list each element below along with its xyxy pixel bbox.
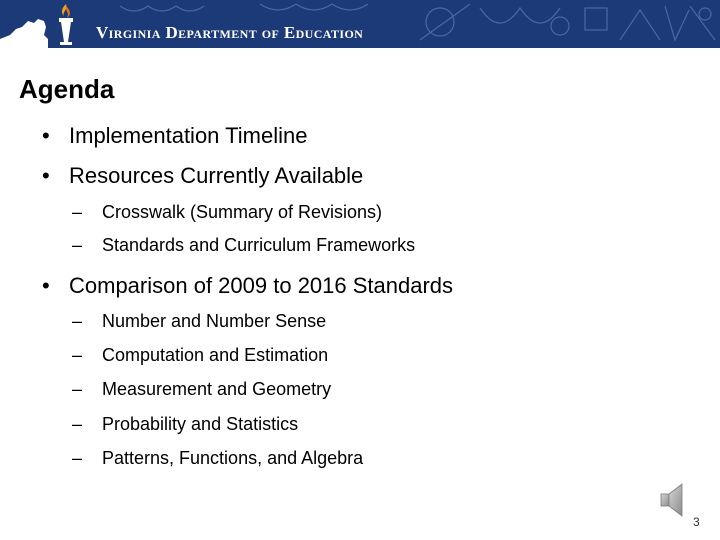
banner-title: Virginia Department of Education: [96, 23, 364, 42]
sub-bullet-text: Number and Number Sense: [102, 311, 327, 331]
bullet-marker: •: [42, 163, 50, 188]
sub-bullet-text: Computation and Estimation: [102, 345, 329, 365]
sub-bullet-text: Crosswalk (Summary of Revisions): [102, 202, 383, 222]
sub-bullet-text: Patterns, Functions, and Algebra: [102, 448, 364, 468]
page-number: 3: [693, 515, 700, 529]
bullet-text: Implementation Timeline: [69, 123, 308, 148]
bullet-text: Comparison of 2009 to 2016 Standards: [69, 273, 454, 298]
sub-bullet-text: Measurement and Geometry: [102, 379, 332, 399]
virginia-state-icon: [0, 17, 48, 48]
dash-marker: –: [72, 235, 83, 255]
bullet-marker: •: [42, 273, 50, 298]
slide-title: Agenda: [19, 74, 115, 104]
dash-marker: –: [72, 202, 83, 222]
sub-bullet-text: Probability and Statistics: [102, 414, 299, 434]
speaker-icon[interactable]: [658, 480, 694, 520]
dash-marker: –: [72, 345, 83, 365]
dash-marker: –: [72, 448, 83, 468]
torch-icon: [52, 2, 80, 46]
dash-marker: –: [72, 311, 83, 331]
header-banner: [0, 0, 720, 48]
sub-bullet-text: Standards and Curriculum Frameworks: [102, 235, 416, 255]
bullet-text: Resources Currently Available: [69, 163, 364, 188]
bullet-marker: •: [42, 123, 50, 148]
dash-marker: –: [72, 414, 83, 434]
dash-marker: –: [72, 379, 83, 399]
